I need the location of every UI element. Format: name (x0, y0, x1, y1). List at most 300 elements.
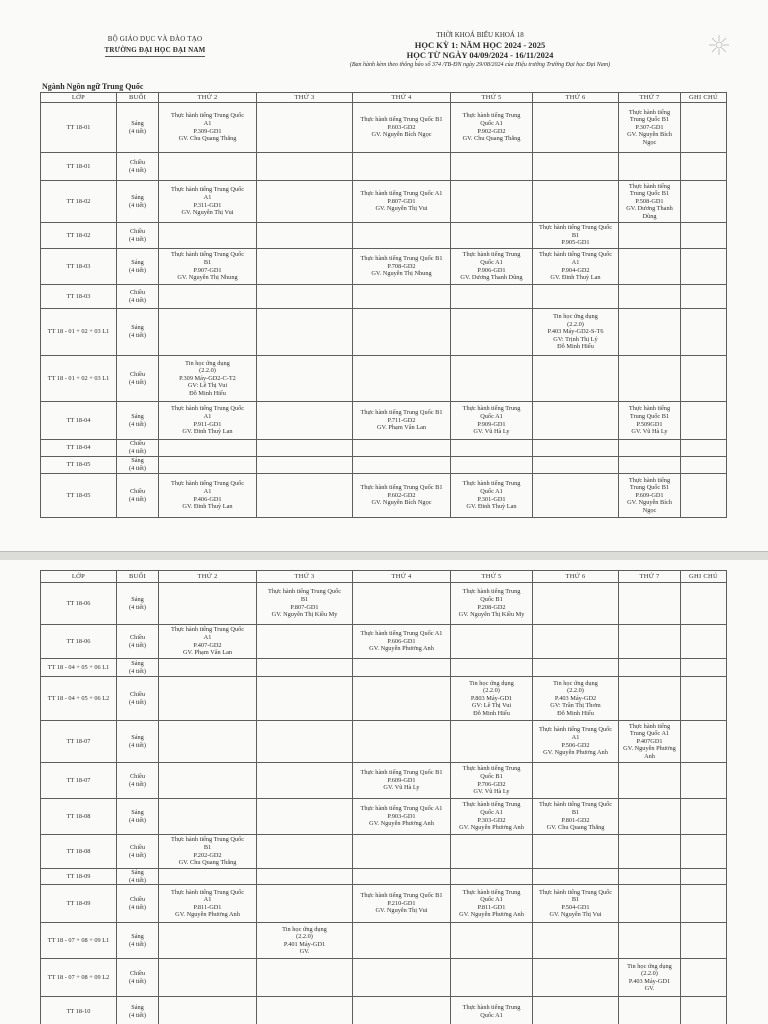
schedule-line: Thực hành tiếng Trung Quốc (538, 888, 613, 896)
note-cell (681, 285, 727, 309)
schedule-cell-t4 (353, 249, 451, 285)
schedule-line: GV. Chu Quang Thắng (178, 859, 237, 867)
schedule-cell-t7 (619, 153, 681, 181)
schedule-line: Thực hành tiếng Trung Quốc (170, 836, 245, 844)
schedule-line: Trung Quốc A1 (629, 730, 670, 738)
schedule-line: P.403 Máy-GD2-S-T6 (547, 328, 604, 336)
schedule-cell-t5 (451, 223, 533, 249)
class-cell: TT 18 - 01 + 02 + 03 L1 (41, 309, 117, 356)
schedule-cell-t2 (159, 721, 257, 763)
schedule-line: Đỗ Minh Hiếu (473, 709, 510, 717)
schedule-cell-t3 (257, 885, 353, 923)
schedule-line: Quốc A1 (480, 487, 503, 495)
schedule-line: P.609-GD1 (387, 776, 416, 784)
schedule-line: P.309 Máy-GD2-C-T2 (179, 374, 236, 382)
schedule-line: Tin học ứng dụng (185, 359, 230, 367)
schedule-line: GV. Nguyễn Phương Anh (369, 645, 434, 653)
schedule-cell-t3 (257, 457, 353, 474)
schedule-line: P.903-GD1 (387, 812, 416, 820)
schedule-line: Tin học ứng dụng (553, 679, 598, 687)
schedule-cell-t3 (257, 249, 353, 285)
schedule-line: Thực hành tiếng (628, 108, 671, 116)
title-block (290, 30, 670, 70)
schedule-line: GV. (644, 985, 655, 993)
session-cell (117, 356, 159, 402)
schedule-line: Quốc B1 (480, 595, 503, 603)
session-cell (117, 440, 159, 457)
session-line: (4 tiết) (129, 495, 146, 503)
schedule-line: GV. Chu Quang Thắng (546, 824, 605, 832)
schedule-line: Trung Quốc B1 (629, 412, 670, 420)
table-row (41, 659, 727, 677)
schedule-cell-t2 (159, 181, 257, 223)
schedule-cell-t5 (451, 923, 533, 959)
table-row (41, 959, 727, 997)
session-line: Sáng (131, 119, 144, 127)
class-cell: TT 18-06 (41, 583, 117, 625)
schedule-line: P.303-GD2 (477, 816, 506, 824)
schedule-line: Thực hành tiếng Trung Quốc B1 (360, 484, 443, 492)
session-line: (4 tiết) (129, 420, 146, 428)
schedule-cell-t3 (257, 997, 353, 1024)
table-row (41, 721, 727, 763)
schedule-line: GV. Nguyễn Thị Kiều My (458, 611, 525, 619)
class-cell: TT 18-03 (41, 285, 117, 309)
schedule-cell-t4 (353, 356, 451, 402)
schedule-cell-t4 (353, 763, 451, 799)
schedule-line: P.811-GD1 (477, 903, 506, 911)
major-label: Ngành Ngôn ngữ Trung Quốc (42, 82, 144, 91)
column-header: THỨ 6 (533, 93, 619, 103)
session-cell (117, 285, 159, 309)
schedule-line: GV. Nguyễn Thị Vui (181, 209, 234, 217)
schedule-cell-t3 (257, 923, 353, 959)
schedule-cell-t3 (257, 799, 353, 835)
session-line: (4 tiết) (129, 641, 146, 649)
session-cell (117, 249, 159, 285)
schedule-cell-t4 (353, 309, 451, 356)
schedule-cell-t5 (451, 583, 533, 625)
schedule-cell-t6 (533, 457, 619, 474)
session-line: Chiều (129, 487, 146, 495)
schedule-cell-t2 (159, 249, 257, 285)
schedule-line: Đỗ Minh Hiếu (189, 389, 226, 397)
session-cell (117, 997, 159, 1024)
schedule-cell-t5 (451, 249, 533, 285)
schedule-line: P.202-GD2 (193, 851, 222, 859)
schedule-cell-t6 (533, 885, 619, 923)
schedule-cell-t2 (159, 457, 257, 474)
schedule-cell-t3 (257, 440, 353, 457)
session-line: (4 tiết) (129, 296, 146, 304)
schedule-line: B1 (203, 843, 212, 851)
note-cell (681, 457, 727, 474)
schedule-line: Thực hành tiếng Trung Quốc B1 (360, 892, 443, 900)
schedule-line: GV. Đinh Thuỳ Lan (182, 428, 233, 436)
session-line: (4 tiết) (129, 465, 146, 472)
schedule-line: Thực hành tiếng Trung Quốc B1 (360, 116, 443, 124)
schedule-line: P.907-GD1 (193, 266, 222, 274)
schedule-cell-t4 (353, 103, 451, 153)
session-line: (4 tiết) (129, 876, 146, 884)
schedule-line: Anh (644, 752, 655, 760)
schedule-line: GV. Nguyễn Bích Ngọc (371, 131, 432, 139)
schedule-cell-t7 (619, 835, 681, 869)
schedule-cell-t3 (257, 474, 353, 518)
schedule-line: Thực hành tiếng Trung Quốc B1 (360, 769, 443, 777)
session-line: Chiều (129, 633, 146, 641)
schedule-cell-t3 (257, 153, 353, 181)
table-row (41, 402, 727, 440)
schedule-line: GV. Phạm Vân Lan (182, 649, 233, 657)
schedule-line: GV. Nguyễn Thị Vui (375, 907, 428, 915)
session-line: Sáng (131, 595, 144, 603)
note-cell (681, 402, 727, 440)
schedule-line: P.909-GD1 (477, 420, 506, 428)
session-line: (4 tiết) (129, 448, 146, 455)
schedule-line: GV. Phạm Vân Lan (376, 424, 427, 432)
schedule-cell-t5 (451, 153, 533, 181)
schedule-cell-t4 (353, 885, 451, 923)
schedule-cell-t5 (451, 625, 533, 659)
schedule-line: P.407GD1 (636, 737, 663, 745)
session-cell (117, 799, 159, 835)
schedule-cell-t4 (353, 677, 451, 721)
schedule-cell-t2 (159, 869, 257, 885)
schedule-cell-t2 (159, 309, 257, 356)
class-cell: TT 18-01 (41, 103, 117, 153)
schedule-line: P.406-GD1 (193, 495, 222, 503)
schedule-cell-t5 (451, 869, 533, 885)
session-cell (117, 721, 159, 763)
session-cell (117, 659, 159, 677)
schedule-line: Quốc A1 (480, 896, 503, 904)
session-line: Sáng (131, 869, 144, 876)
schedule-cell-t7 (619, 285, 681, 309)
schedule-line: (2.2.0) (296, 933, 313, 941)
schedule-line: A1 (203, 487, 212, 495)
session-line: Sáng (131, 659, 144, 667)
schedule-cell-t6 (533, 285, 619, 309)
class-cell: TT 18-05 (41, 457, 117, 474)
issuer-block (60, 34, 250, 57)
schedule-cell-t7 (619, 799, 681, 835)
schedule-line: Ngọc (642, 506, 657, 514)
schedule-line: Thực hành tiếng (628, 722, 671, 730)
schedule-cell-t7 (619, 474, 681, 518)
schedule-cell-t7 (619, 402, 681, 440)
session-line: Sáng (131, 258, 144, 266)
schedule-line: Ngọc (642, 138, 657, 146)
table-row (41, 763, 727, 799)
class-cell: TT 18-08 (41, 835, 117, 869)
schedule-cell-t7 (619, 997, 681, 1024)
table-row (41, 223, 727, 249)
schedule-cell-t4 (353, 402, 451, 440)
schedule-cell-t3 (257, 356, 353, 402)
table-row (41, 181, 727, 223)
table-row (41, 153, 727, 181)
schedule-cell-t2 (159, 402, 257, 440)
schedule-line: (2.2.0) (199, 367, 216, 375)
schedule-cell-t6 (533, 677, 619, 721)
schedule-line: Thực hành tiếng Trung Quốc B1 (360, 409, 443, 417)
schedule-line: GV. Đinh Thuỳ Lan (550, 274, 601, 282)
schedule-line: (2.2.0) (567, 320, 584, 328)
table-row (41, 799, 727, 835)
class-cell: TT 18-02 (41, 181, 117, 223)
note-cell (681, 959, 727, 997)
schedule-cell-t2 (159, 356, 257, 402)
schedule-line: A1 (203, 119, 212, 127)
schedule-cell-t4 (353, 625, 451, 659)
schedule-cell-t6 (533, 835, 619, 869)
schedule-line: GV. Vũ Hà Ly (383, 784, 420, 792)
schedule-cell-t3 (257, 659, 353, 677)
schedule-cell-t7 (619, 923, 681, 959)
schedule-line: Quốc A1 (480, 119, 503, 127)
class-cell: TT 18 - 04 + 05 + 06 L2 (41, 677, 117, 721)
schedule-cell-t2 (159, 285, 257, 309)
session-line: (4 tiết) (129, 378, 146, 386)
schedule-line: P.603-GD2 (387, 123, 416, 131)
column-header: THỨ 4 (353, 571, 451, 583)
schedule-line: Thực hành tiếng Trung Quốc (538, 726, 613, 734)
note-cell (681, 885, 727, 923)
schedule-line: P.210-GD1 (387, 899, 416, 907)
schedule-line: Thực hành tiếng Trung Quốc (538, 224, 613, 232)
schedule-line: Thực hành tiếng (628, 405, 671, 413)
session-line: (4 tiết) (129, 235, 146, 243)
table-row (41, 474, 727, 518)
schedule-line: GV. Nguyễn Phương (623, 745, 676, 753)
school-name: TRƯỜNG ĐẠI HỌC ĐẠI NAM (105, 45, 206, 57)
note-cell (681, 309, 727, 356)
session-cell (117, 763, 159, 799)
schedule-line: P.309-GD1 (193, 127, 222, 135)
schedule-cell-t4 (353, 997, 451, 1024)
class-cell: TT 18 - 04 + 05 + 06 L1 (41, 659, 117, 677)
schedule-line: P.807-GD1 (290, 603, 319, 611)
column-header: THỨ 3 (257, 571, 353, 583)
session-cell (117, 223, 159, 249)
schedule-cell-t7 (619, 457, 681, 474)
schedule-cell-t2 (159, 474, 257, 518)
schedule-line: P.711-GD2 (387, 416, 416, 424)
schedule-cell-t7 (619, 356, 681, 402)
schedule-line: P.606-GD1 (387, 637, 416, 645)
column-header: THỨ 3 (257, 93, 353, 103)
schedule-line: P.407-GD2 (193, 641, 222, 649)
schedule-cell-t3 (257, 285, 353, 309)
table-row (41, 923, 727, 959)
schedule-cell-t7 (619, 223, 681, 249)
schedule-line: P.504-GD1 (561, 903, 590, 911)
column-header: LỚP (41, 93, 117, 103)
schedule-line: Thực hành tiếng Trung (462, 888, 521, 896)
session-line: Chiều (129, 843, 146, 851)
schedule-line: P.807-GD1 (387, 197, 416, 205)
schedule-cell-t7 (619, 763, 681, 799)
session-line: (4 tiết) (129, 903, 146, 911)
schedule-line: GV. Nguyễn Thị Nhung (177, 274, 238, 282)
column-header: LỚP (41, 571, 117, 583)
note-cell (681, 181, 727, 223)
session-line: Sáng (131, 412, 144, 420)
schedule-line: Thực hành tiếng Trung (462, 112, 521, 120)
schedule-cell-t7 (619, 885, 681, 923)
schedule-cell-t5 (451, 677, 533, 721)
note-cell (681, 869, 727, 885)
schedule-line: P.905-GD1 (561, 239, 590, 247)
session-line: (4 tiết) (129, 698, 146, 706)
schedule-line: A1 (203, 193, 212, 201)
table-row (41, 835, 727, 869)
schedule-line: A1 (571, 733, 580, 741)
schedule-cell-t7 (619, 181, 681, 223)
session-cell (117, 583, 159, 625)
timetable-table-1 (40, 92, 727, 518)
session-line: (4 tiết) (129, 977, 146, 985)
schedule-cell-t6 (533, 181, 619, 223)
schedule-cell-t7 (619, 677, 681, 721)
issuance-note: (Ban hành kèm theo thông báo số 374 /TB-ĐN ngày 29/08/2024 của Hiệu trưởng Trường Đại học Đại Nam) (349, 62, 611, 68)
note-cell (681, 356, 727, 402)
schedule-line: A1 (203, 633, 212, 641)
column-header: THỨ 5 (451, 93, 533, 103)
schedule-cell-t7 (619, 625, 681, 659)
session-line: (4 tiết) (129, 1011, 146, 1019)
schedule-line: GV. Nguyễn Thị Vui (375, 205, 428, 213)
schedule-cell-t3 (257, 835, 353, 869)
column-header: THỨ 2 (159, 571, 257, 583)
schedule-line: B1 (571, 808, 580, 816)
schedule-cell-t3 (257, 181, 353, 223)
schedule-cell-t3 (257, 223, 353, 249)
column-header: THỨ 6 (533, 571, 619, 583)
schedule-line: P.803 Máy-GD1 (470, 694, 513, 702)
schedule-cell-t3 (257, 625, 353, 659)
session-cell (117, 869, 159, 885)
schedule-line: P.307-GD1 (635, 123, 664, 131)
schedule-line: Thực hành tiếng Trung (462, 801, 521, 809)
session-line: (4 tiết) (129, 603, 146, 611)
header-row (41, 571, 727, 583)
schedule-cell-t3 (257, 309, 353, 356)
schedule-cell-t5 (451, 835, 533, 869)
schedule-cell-t6 (533, 959, 619, 997)
class-cell: TT 18-04 (41, 440, 117, 457)
schedule-line: A1 (203, 412, 212, 420)
session-cell (117, 835, 159, 869)
schedule-cell-t6 (533, 309, 619, 356)
schedule-line: GV. Dương Thanh Dũng (460, 274, 523, 282)
schedule-cell-t5 (451, 309, 533, 356)
table-row (41, 869, 727, 885)
session-line: (4 tiết) (129, 201, 146, 209)
schedule-cell-t4 (353, 285, 451, 309)
schedule-line: P.902-GD2 (477, 127, 506, 135)
schedule-cell-t5 (451, 763, 533, 799)
session-line: Chiều (129, 772, 146, 780)
semester-line: HỌC KỲ 1: NĂM HỌC 2024 - 2025 (414, 40, 546, 50)
schedule-cell-t7 (619, 869, 681, 885)
schedule-line: P.403 Máy-GD1 (628, 977, 671, 985)
schedule-cell-t5 (451, 799, 533, 835)
class-cell: TT 18-03 (41, 249, 117, 285)
column-header: THỨ 4 (353, 93, 451, 103)
session-cell (117, 103, 159, 153)
schedule-cell-t5 (451, 356, 533, 402)
schedule-cell-t2 (159, 923, 257, 959)
schedule-line: Tin học ứng dụng (282, 925, 327, 933)
schedule-cell-t6 (533, 625, 619, 659)
class-cell: TT 18-10 (41, 997, 117, 1024)
class-cell: TT 18 - 07 + 08 + 09 L1 (41, 923, 117, 959)
schedule-line: GV. Dương Thanh (626, 205, 673, 213)
date-range-line: HỌC TỪ NGÀY 04/09/2024 - 16/11/2024 (406, 50, 554, 60)
schedule-line: P.811-GD1 (193, 903, 222, 911)
schedule-line: GV. Nguyễn Thị Kiều My (271, 611, 338, 619)
session-cell (117, 153, 159, 181)
schedule-line: Thực hành tiếng Trung Quốc A1 (360, 805, 443, 813)
schedule-cell-t5 (451, 440, 533, 457)
schedule-line: Quốc A1 (480, 412, 503, 420)
schedule-line: Tin học ứng dụng (627, 962, 672, 970)
class-cell: TT 18-09 (41, 869, 117, 885)
class-cell: TT 18-06 (41, 625, 117, 659)
schedule-cell-t6 (533, 923, 619, 959)
column-header: THỨ 2 (159, 93, 257, 103)
schedule-line: P.506-GD2 (561, 741, 590, 749)
table-row (41, 309, 727, 356)
session-line: Chiều (129, 288, 146, 296)
timetable-title: THỜI KHOÁ BIỂU KHOÁ 18 (436, 31, 524, 39)
session-line: (4 tiết) (129, 741, 146, 749)
schedule-line: GV. Nguyễn Thị Nhung (371, 270, 432, 278)
schedule-cell-t3 (257, 402, 353, 440)
schedule-cell-t4 (353, 659, 451, 677)
session-line: Sáng (131, 1004, 144, 1012)
session-cell (117, 677, 159, 721)
schedule-line: Thực hành tiếng Trung Quốc A1 (360, 190, 443, 198)
schedule-line: B1 (300, 595, 309, 603)
schedule-line: Thực hành tiếng Trung Quốc (538, 251, 613, 259)
schedule-cell-t4 (353, 440, 451, 457)
table-row (41, 885, 727, 923)
session-line: Sáng (131, 324, 144, 332)
session-line: Chiều (129, 970, 146, 978)
schedule-cell-t3 (257, 763, 353, 799)
schedule-cell-t4 (353, 457, 451, 474)
schedule-cell-t6 (533, 721, 619, 763)
schedule-line: P.904-GD2 (561, 266, 590, 274)
schedule-line: GV. Nguyễn Bích Ngọc (371, 499, 432, 507)
note-cell (681, 249, 727, 285)
schedule-cell-t3 (257, 103, 353, 153)
schedule-line: P.801-GD2 (561, 816, 590, 824)
schedule-line: GV. Nguyễn Thị Vui (549, 911, 602, 919)
schedule-cell-t2 (159, 677, 257, 721)
schedule-line: P.208-GD2 (477, 603, 506, 611)
schedule-cell-t7 (619, 659, 681, 677)
schedule-line: GV. Vũ Hà Ly (473, 428, 510, 436)
timetable-page-2 (0, 560, 768, 1024)
schedule-cell-t2 (159, 959, 257, 997)
schedule-line: GV. Nguyễn Phương Anh (459, 911, 524, 919)
note-cell (681, 763, 727, 799)
table-row (41, 457, 727, 474)
